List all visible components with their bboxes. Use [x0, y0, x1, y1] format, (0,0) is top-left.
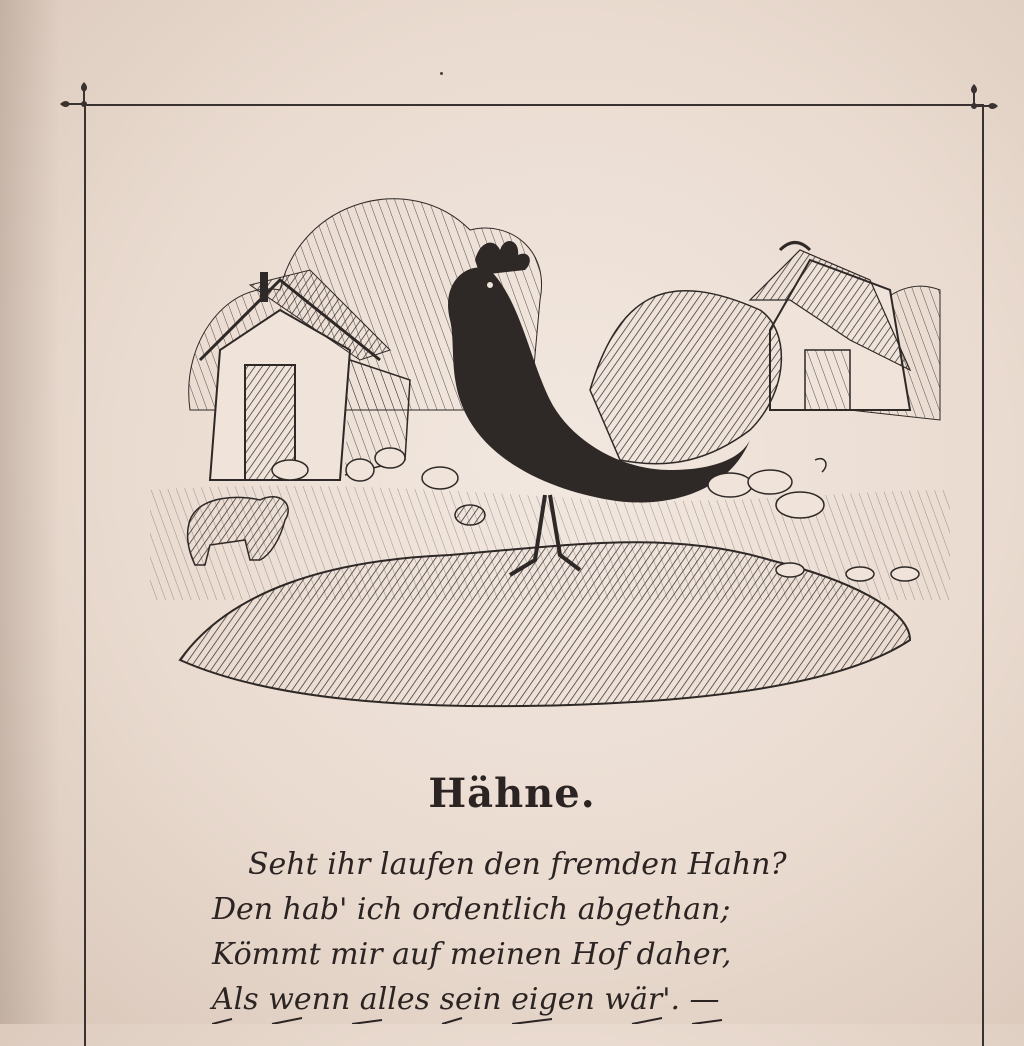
poem-line: Seht ihr laufen den fremden Hahn? — [248, 847, 787, 882]
cut-off-next-line — [212, 1016, 732, 1024]
poem-line: Den hab' ich ordentlich abgethan; — [212, 892, 731, 927]
paper-speck — [440, 72, 443, 75]
poem-line: Als wenn alles sein eigen wär'. — — [212, 982, 720, 1017]
page-edge-shadow — [0, 0, 60, 1024]
poem-title: Hähne. — [428, 770, 596, 817]
rooster-farmyard-engraving — [150, 160, 950, 720]
poem-stanza — [212, 842, 892, 1022]
poem-line: Kömmt mir auf meinen Hof daher, — [212, 937, 732, 972]
